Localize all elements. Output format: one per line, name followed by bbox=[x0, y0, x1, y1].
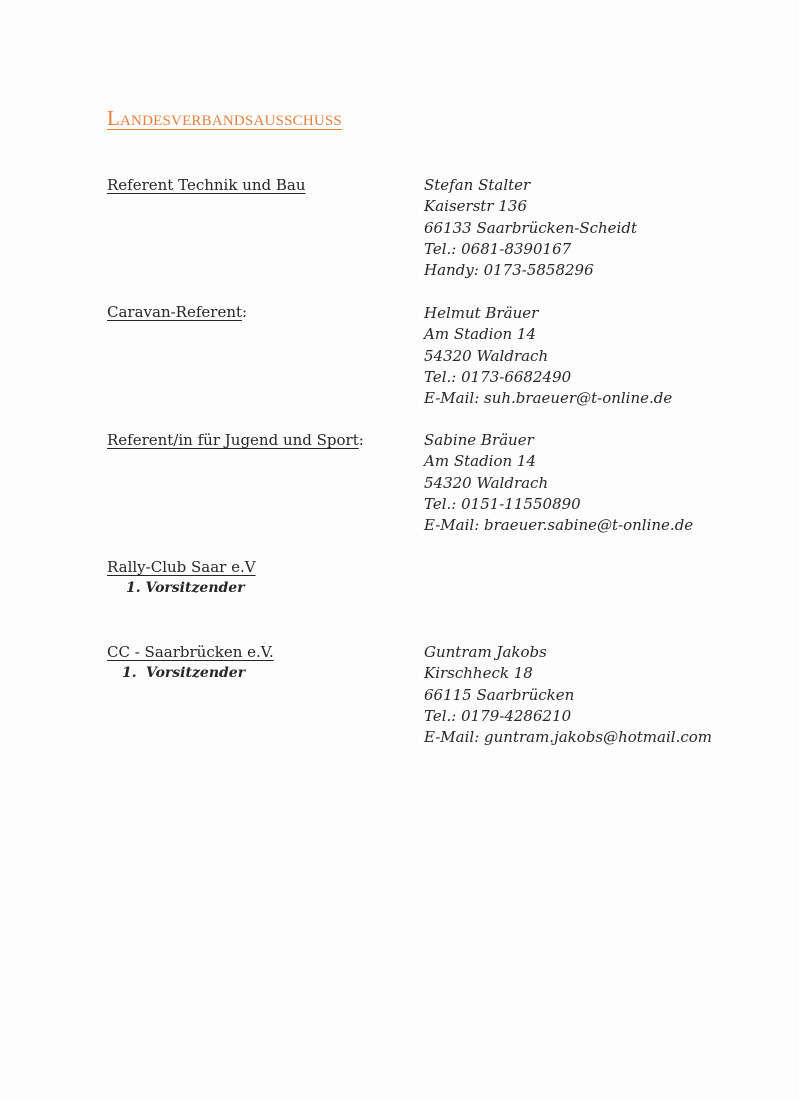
sub-role-number: 1. bbox=[126, 580, 141, 596]
sub-role-number: 1. bbox=[122, 665, 137, 681]
contact-street: Kaiserstr 136 bbox=[424, 197, 527, 216]
contact-phone: Tel.: 0179-4286210 bbox=[424, 706, 572, 725]
contact-name: Guntram Jakobs bbox=[424, 643, 547, 661]
contact-phone: Tel.: 0681-8390167 bbox=[424, 239, 572, 258]
contact-stefan-stalter bbox=[424, 175, 637, 281]
contact-city: 54320 Waldrach bbox=[424, 346, 549, 365]
sub-role-vorsitzender bbox=[126, 580, 245, 596]
sub-role-label: Vorsitzender bbox=[146, 665, 246, 681]
role-referent-technik bbox=[107, 176, 306, 194]
role-caravan-referent bbox=[107, 303, 247, 321]
contact-phone: Tel.: 0173-6682490 bbox=[424, 367, 572, 386]
contact-helmut-braeuer bbox=[424, 303, 672, 409]
contact-street: Am Stadion 14 bbox=[424, 325, 537, 344]
contact-name: Helmut Bräuer bbox=[424, 304, 539, 322]
contact-city: 54320 Waldrach bbox=[424, 473, 549, 492]
sub-role-vorsitzender bbox=[122, 665, 245, 681]
sub-role-label: Vorsitzender bbox=[145, 580, 245, 596]
contact-name: Stefan Stalter bbox=[424, 176, 531, 194]
contact-email: E-Mail: braeuer.sabine@t-online.de bbox=[424, 516, 694, 535]
role-label: Caravan-Referent bbox=[107, 303, 243, 321]
contact-email: E-Mail: suh.braeuer@t-online.de bbox=[424, 389, 673, 408]
contact-city: 66133 Saarbrücken-Scheidt bbox=[424, 218, 637, 237]
role-referent-jugend-sport bbox=[107, 431, 364, 449]
role-rally-club-saar bbox=[107, 558, 256, 576]
page-title: Landesverbandsausschuss bbox=[107, 106, 342, 130]
role-label: CC - Saarbrücken e.V. bbox=[107, 643, 274, 661]
contact-phone: Tel.: 0151-11550890 bbox=[424, 494, 581, 513]
role-cc-saarbruecken bbox=[107, 643, 274, 661]
role-colon: : bbox=[242, 303, 248, 321]
contact-name: Sabine Bräuer bbox=[424, 431, 534, 449]
contact-street: Am Stadion 14 bbox=[424, 452, 537, 471]
role-colon: : bbox=[358, 431, 364, 449]
contact-email: E-Mail: guntram.jakobs@hotmail.com bbox=[424, 728, 712, 747]
role-label: Rally-Club Saar e.V bbox=[107, 558, 256, 576]
contact-guntram-jakobs bbox=[424, 642, 712, 748]
contact-street: Kirschheck 18 bbox=[424, 664, 533, 683]
contact-mobile: Handy: 0173-5858296 bbox=[424, 261, 594, 280]
role-label: Referent/in für Jugend und Sport bbox=[107, 431, 359, 449]
contact-sabine-braeuer bbox=[424, 430, 693, 536]
role-label: Referent Technik und Bau bbox=[107, 176, 306, 194]
contact-city: 66115 Saarbrücken bbox=[424, 685, 575, 704]
